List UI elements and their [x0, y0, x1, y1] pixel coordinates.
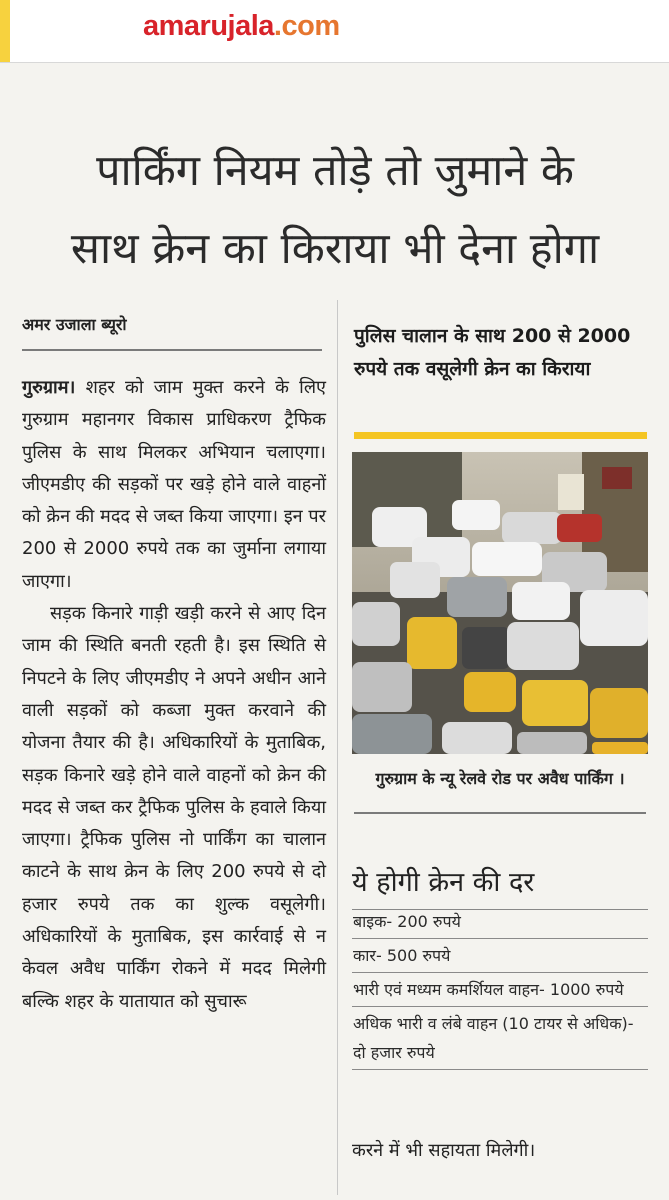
paragraph-1 — [22, 372, 326, 598]
paragraph-1-text: शहर को जाम मुक्त करने के लिए गुरुग्राम महानगर विकास प्राधिकरण ट्रैफिक पुलिस के साथ मिलकर अभियान चलाएगा। जीएमडीए की सड़कों पर खड़े होने वाले वाहनों को क्रेन की मदद से जब्त किया जाएगा। इन पर 200 से 2000 रुपये तक का जुर्माना लगाया जाएगा। — [22, 377, 327, 592]
rates-list — [352, 905, 648, 1070]
dateline: गुरुग्राम। — [22, 377, 76, 398]
byline: अमर उजाला ब्यूरो — [22, 313, 322, 351]
rate-item-heavy: अधिक भारी व लंबे वाहन (10 टायर से अधिक)- दो हजार रुपये — [352, 1007, 648, 1070]
masthead-accent-bar — [0, 0, 10, 62]
traffic-photo — [352, 452, 648, 754]
sub-headline: पुलिस चालान के साथ 200 से 2000 रुपये तक वसूलेगी क्रेन का किराया — [354, 325, 631, 380]
logo-suffix: .com — [273, 10, 340, 42]
column-divider — [337, 300, 338, 1195]
rates-box-title: ये होगी क्रेन की दर — [352, 862, 648, 910]
rate-item-car: कार- 500 रुपये — [352, 939, 648, 973]
logo-text: amarujala — [143, 10, 274, 42]
masthead — [0, 0, 669, 63]
rate-item-commercial: भारी एवं मध्यम कमर्शियल वाहन- 1000 रुपये — [352, 973, 648, 1007]
paragraph-2: सड़क किनारे गाड़ी खड़ी करने से आए दिन जाम की स्थिति बनती रहती है। इस स्थिति से निपटने के लिए जीएमडीए ने अपने अधीन आने वाली सड़कों को कब्जा मुक्त करवाने की योजना तैयार की है। अधिकारियों के मुताबिक, सड़क किनारे खड़े होने वाले वाहनों को क्रेन की मदद से जब्त कर ट्रैफिक पुलिस के हवाले किया जाएगा। ट्रैफिक पुलिस नो पार्किंग का चालान काटने के साथ क्रेन के लिए 200 रुपये से दो हजार रुपये तक का शुल्क वसूलेगी। अधिकारियों के मुताबिक, इस कार्रवाई से न केवल अवैध पार्किंग रोकने में मदद मिलेगी बल्कि शहर के यातायात को सुचारू — [22, 603, 326, 1012]
site-logo[interactable] — [143, 10, 340, 43]
article-continuation: करने में भी सहायता मिलेगी। — [352, 1140, 536, 1161]
rate-item-bike: बाइक- 200 रुपये — [352, 905, 648, 939]
traffic-photo-image — [352, 452, 648, 754]
sub-headline-accent-bar — [354, 432, 647, 439]
article-headline — [20, 132, 650, 288]
headline-line-2: साथ क्रेन का किराया भी देना होगा — [70, 224, 600, 274]
article-body — [22, 372, 326, 1018]
headline-line-1: पार्किंग नियम तोड़े तो जुमाने के — [96, 146, 574, 196]
photo-caption: गुरुग्राम के न्यू रेलवे रोड पर अवैध पार्किंग । — [354, 765, 646, 814]
